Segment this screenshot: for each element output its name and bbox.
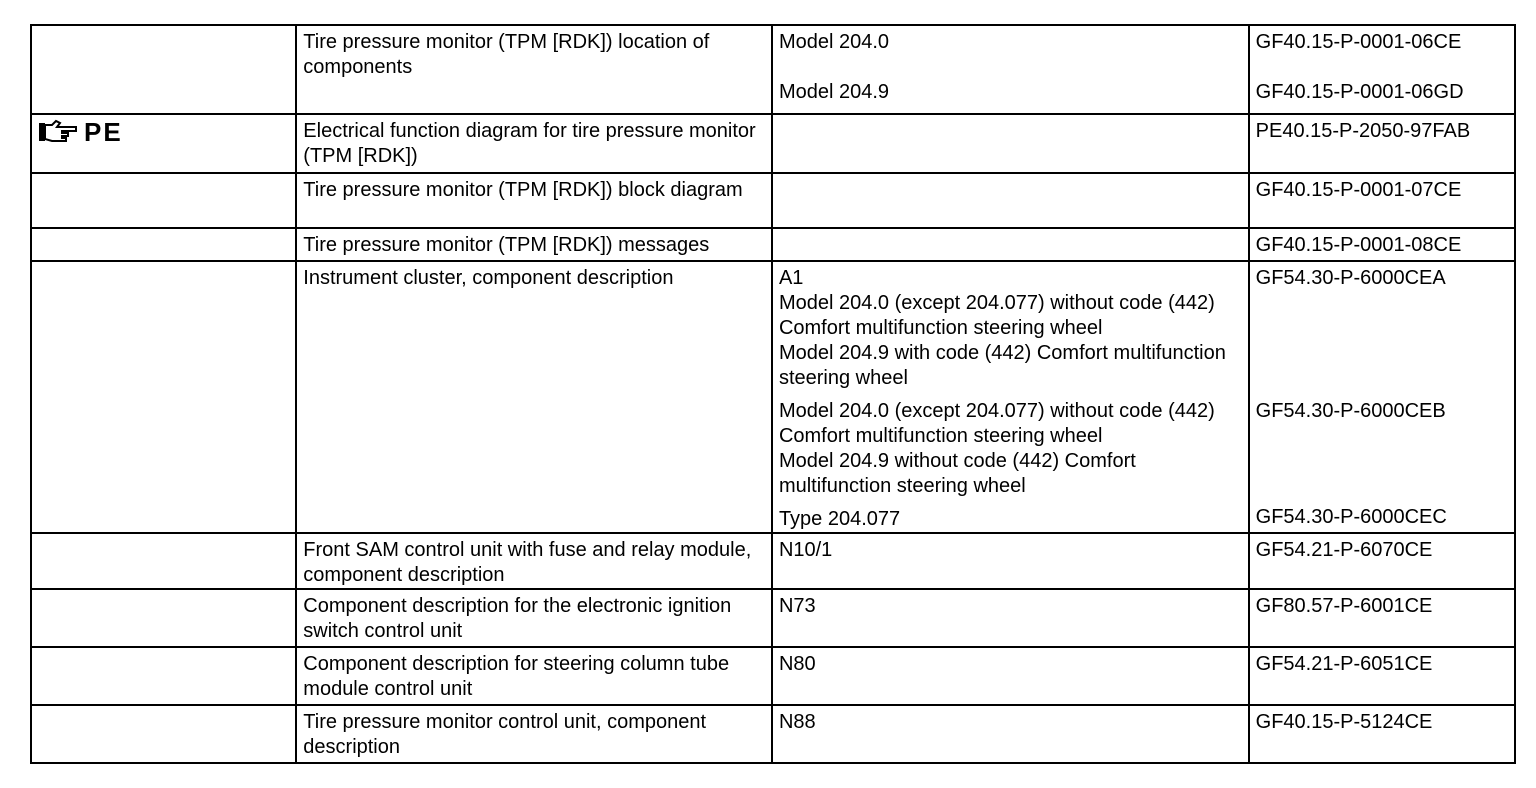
description-cell [296, 25, 772, 114]
row-description: Tire pressure monitor (TPM [RDK]) messages [303, 234, 710, 256]
reference-link[interactable]: GF54.30-P-6000CEB [1255, 400, 1446, 422]
description-cell [296, 173, 772, 228]
description-cell [296, 114, 772, 173]
marker-cell [31, 589, 296, 647]
marker-cell [31, 228, 296, 261]
reference-link[interactable]: GF40.15-P-0001-07CE [1255, 179, 1462, 201]
reference-cell [1249, 533, 1515, 589]
applicability-text: N88 [778, 711, 816, 733]
row-description: Component description for the electronic ignition switch control unit [303, 595, 732, 642]
reference-cell [1249, 228, 1515, 261]
reference-table [30, 24, 1516, 764]
row-description: Front SAM control unit with fuse and relay module, component description [303, 539, 752, 586]
applicability-cell [772, 173, 1249, 228]
reference-link[interactable]: GF40.15-P-0001-06GD [1255, 81, 1464, 103]
applicability-cell [772, 25, 1249, 114]
row-description: Instrument cluster, component description [303, 267, 674, 289]
table-row [31, 114, 1515, 173]
pe-marker-label: PE [84, 116, 123, 147]
applicability-text: Model 204.0 (except 204.077) without code (442) Comfort multifunction steering wheel Model 204.9 without code (442) Comfort multifunction steering wheel [778, 400, 1215, 497]
applicability-text: A1 Model 204.0 (except 204.077) without code (442) Comfort multifunction steering wheel Model 204.9 with code (442) Comfort multifunction steering wheel [778, 267, 1226, 389]
applicability-cell [772, 228, 1249, 261]
marker-cell [31, 173, 296, 228]
pe-marker [38, 116, 123, 147]
reference-cell [1249, 173, 1515, 228]
row-description: Tire pressure monitor (TPM [RDK]) location of components [303, 31, 710, 78]
applicability-text: Model 204.0 [778, 31, 890, 53]
reference-cell [1249, 261, 1515, 533]
applicability-cell [772, 261, 1249, 533]
marker-cell [31, 705, 296, 763]
table-row [31, 228, 1515, 261]
description-cell [296, 589, 772, 647]
reference-link[interactable]: GF40.15-P-0001-06CE [1255, 31, 1462, 53]
marker-cell [31, 114, 296, 173]
reference-cell [1249, 647, 1515, 705]
reference-link[interactable]: GF54.21-P-6070CE [1255, 539, 1433, 561]
pointing-hand-icon [38, 119, 78, 145]
description-cell [296, 647, 772, 705]
applicability-text: Model 204.9 [778, 81, 890, 103]
applicability-cell [772, 114, 1249, 173]
table-row [31, 173, 1515, 228]
description-cell [296, 533, 772, 589]
marker-cell [31, 261, 296, 533]
row-description: Component description for steering column tube module control unit [303, 653, 730, 700]
marker-cell [31, 25, 296, 114]
reference-link[interactable]: GF54.30-P-6000CEC [1255, 506, 1447, 528]
table-row [31, 705, 1515, 763]
table-row [31, 589, 1515, 647]
reference-cell [1249, 589, 1515, 647]
reference-link[interactable]: GF40.15-P-5124CE [1255, 711, 1433, 733]
row-description: Tire pressure monitor (TPM [RDK]) block diagram [303, 179, 743, 201]
description-cell [296, 228, 772, 261]
description-cell [296, 261, 772, 533]
reference-link[interactable]: GF54.30-P-6000CEA [1255, 267, 1446, 289]
row-description: Tire pressure monitor control unit, component description [303, 711, 707, 758]
reference-cell [1249, 25, 1515, 114]
reference-link[interactable]: GF54.21-P-6051CE [1255, 653, 1433, 675]
applicability-cell [772, 647, 1249, 705]
reference-link[interactable]: PE40.15-P-2050-97FAB [1255, 120, 1471, 142]
row-description: Electrical function diagram for tire pressure monitor (TPM [RDK]) [303, 120, 756, 167]
table-row [31, 261, 1515, 533]
applicability-cell [772, 705, 1249, 763]
applicability-cell [772, 533, 1249, 589]
reference-cell [1249, 114, 1515, 173]
table-row [31, 533, 1515, 589]
applicability-text: N80 [778, 653, 816, 675]
applicability-text: N10/1 [778, 539, 833, 561]
reference-cell [1249, 705, 1515, 763]
reference-link[interactable]: GF40.15-P-0001-08CE [1255, 234, 1462, 256]
applicability-text: N73 [778, 595, 816, 617]
table-row [31, 647, 1515, 705]
reference-link[interactable]: GF80.57-P-6001CE [1255, 595, 1433, 617]
marker-cell [31, 647, 296, 705]
table-row [31, 25, 1515, 114]
applicability-cell [772, 589, 1249, 647]
description-cell [296, 705, 772, 763]
marker-cell [31, 533, 296, 589]
applicability-text: Type 204.077 [778, 508, 901, 530]
